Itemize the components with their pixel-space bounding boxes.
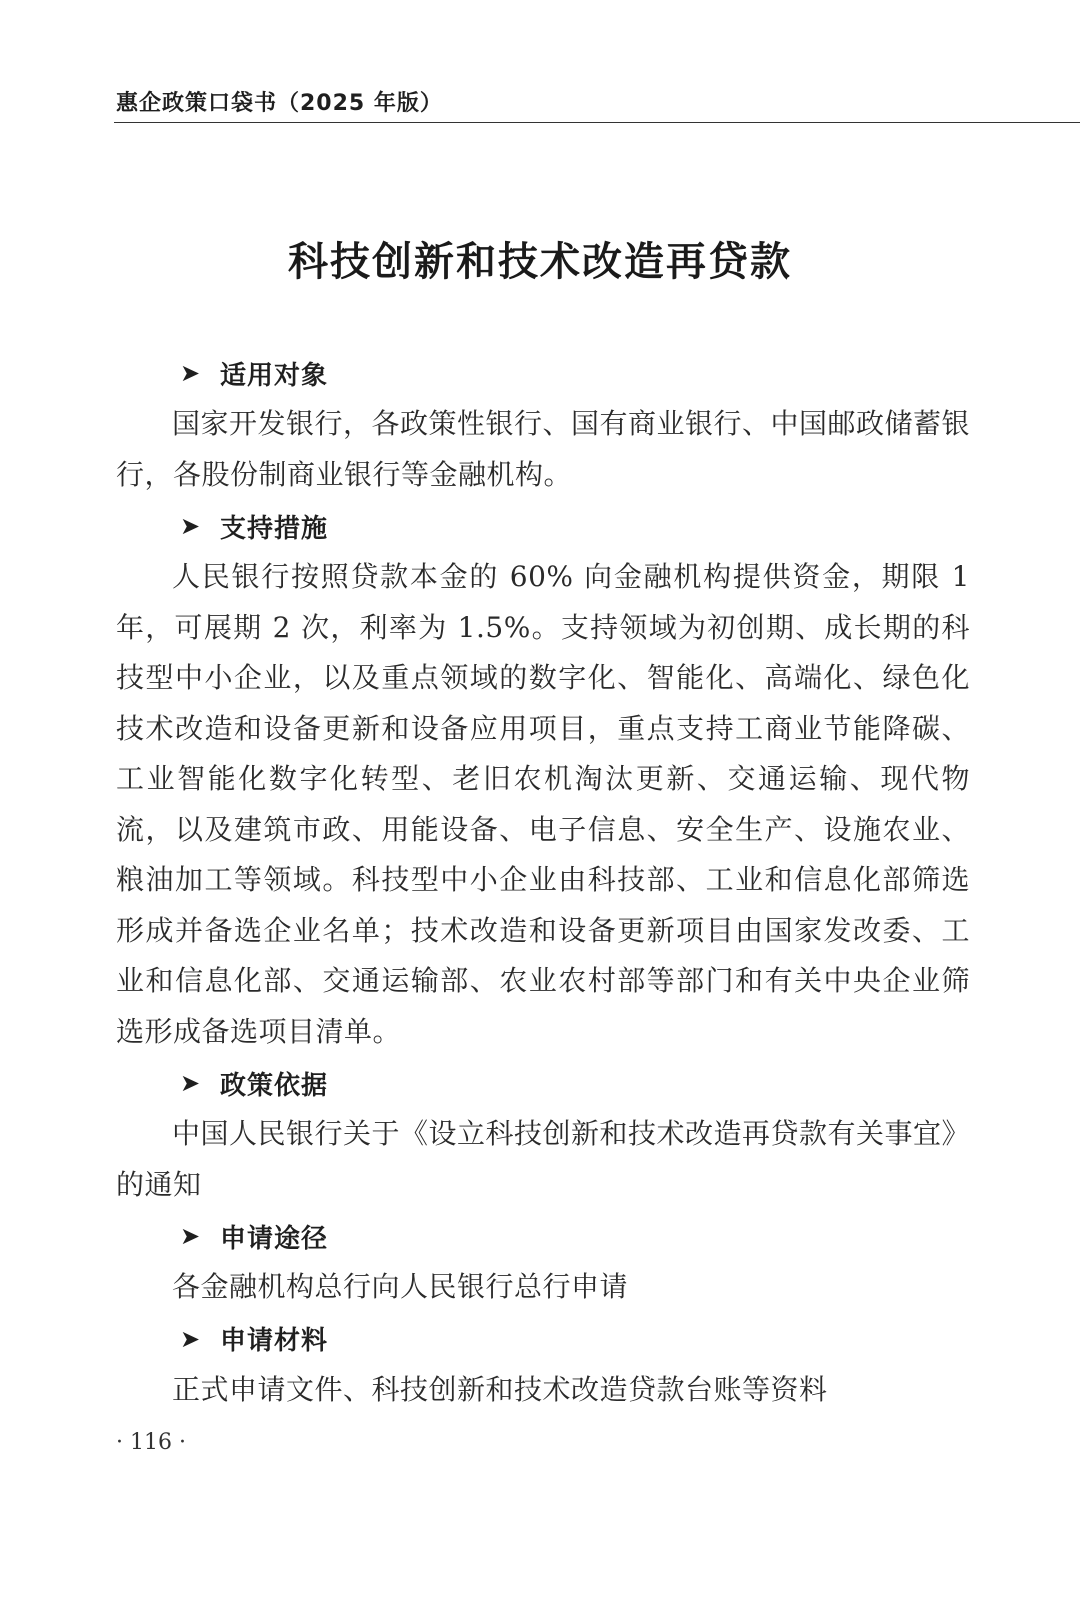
arrow-bullet-icon: ➤	[180, 1324, 202, 1353]
page-number: · 116 ·	[116, 1430, 186, 1455]
section-heading-label: 申请途径	[220, 1223, 329, 1254]
section-heading-label: 政策依据	[220, 1070, 329, 1101]
running-head: 惠企政策口袋书（2025 年版）	[116, 91, 443, 116]
section-body-applicable-objects: 国家开发银行，各政策性银行、国有商业银行、中国邮政储蓄银行，各股份制商业银行等金融机构。	[116, 407, 971, 491]
arrow-bullet-icon: ➤	[180, 512, 202, 540]
section-heading-application-materials	[116, 1313, 970, 1365]
section-heading-label: 支持措施	[220, 513, 329, 544]
main-content	[116, 347, 970, 1415]
page-title: 科技创新和技术改造再贷款	[288, 238, 792, 285]
section-body-support-measures: 人民银行按照贷款本金的 60% 向金融机构提供资金，期限 1 年，可展期 2 次，利率为 1.5%。支持领域为初创期、成长期的科技型中小企业，以及重点领域的数字化、智能化、高端化、绿色化技术改造和设备更新和设备应用项目，重点支持工商业节能降碳、工业智能化数字化转型、老旧农机淘汰更新、交通运输、现代物流，以及建筑市政、用能设备、电子信息、安全生产、设施农业、粮油加工等领域。科技型中小企业由科技部、工业和信息化部筛选形成并备选企业名单；技术改造和设备更新项目由国家发改委、工业和信息化部、交通运输部、农业农村部等部门和有关中央企业筛选形成备选项目清单。	[116, 560, 970, 1048]
section-body-policy-basis: 中国人民银行关于《设立科技创新和技术改造再贷款有关事宜》的通知	[116, 1117, 971, 1201]
section-heading-policy-basis	[116, 1057, 970, 1109]
section-heading-support-measures	[116, 500, 970, 552]
section-body-application-channel: 各金融机构总行向人民银行总行申请	[172, 1270, 629, 1303]
section-heading-label: 适用对象	[220, 360, 329, 391]
arrow-bullet-icon: ➤	[180, 359, 202, 387]
arrow-bullet-icon: ➤	[180, 1222, 202, 1250]
section-body-application-materials: 正式申请文件、科技创新和技术改造贷款台账等资料	[172, 1372, 828, 1406]
section-heading-application-channel	[116, 1210, 970, 1262]
section-heading-label: 申请材料	[220, 1326, 329, 1356]
header-rule	[114, 122, 1080, 123]
arrow-bullet-icon: ➤	[180, 1069, 202, 1097]
section-heading-applicable-objects	[116, 347, 970, 399]
